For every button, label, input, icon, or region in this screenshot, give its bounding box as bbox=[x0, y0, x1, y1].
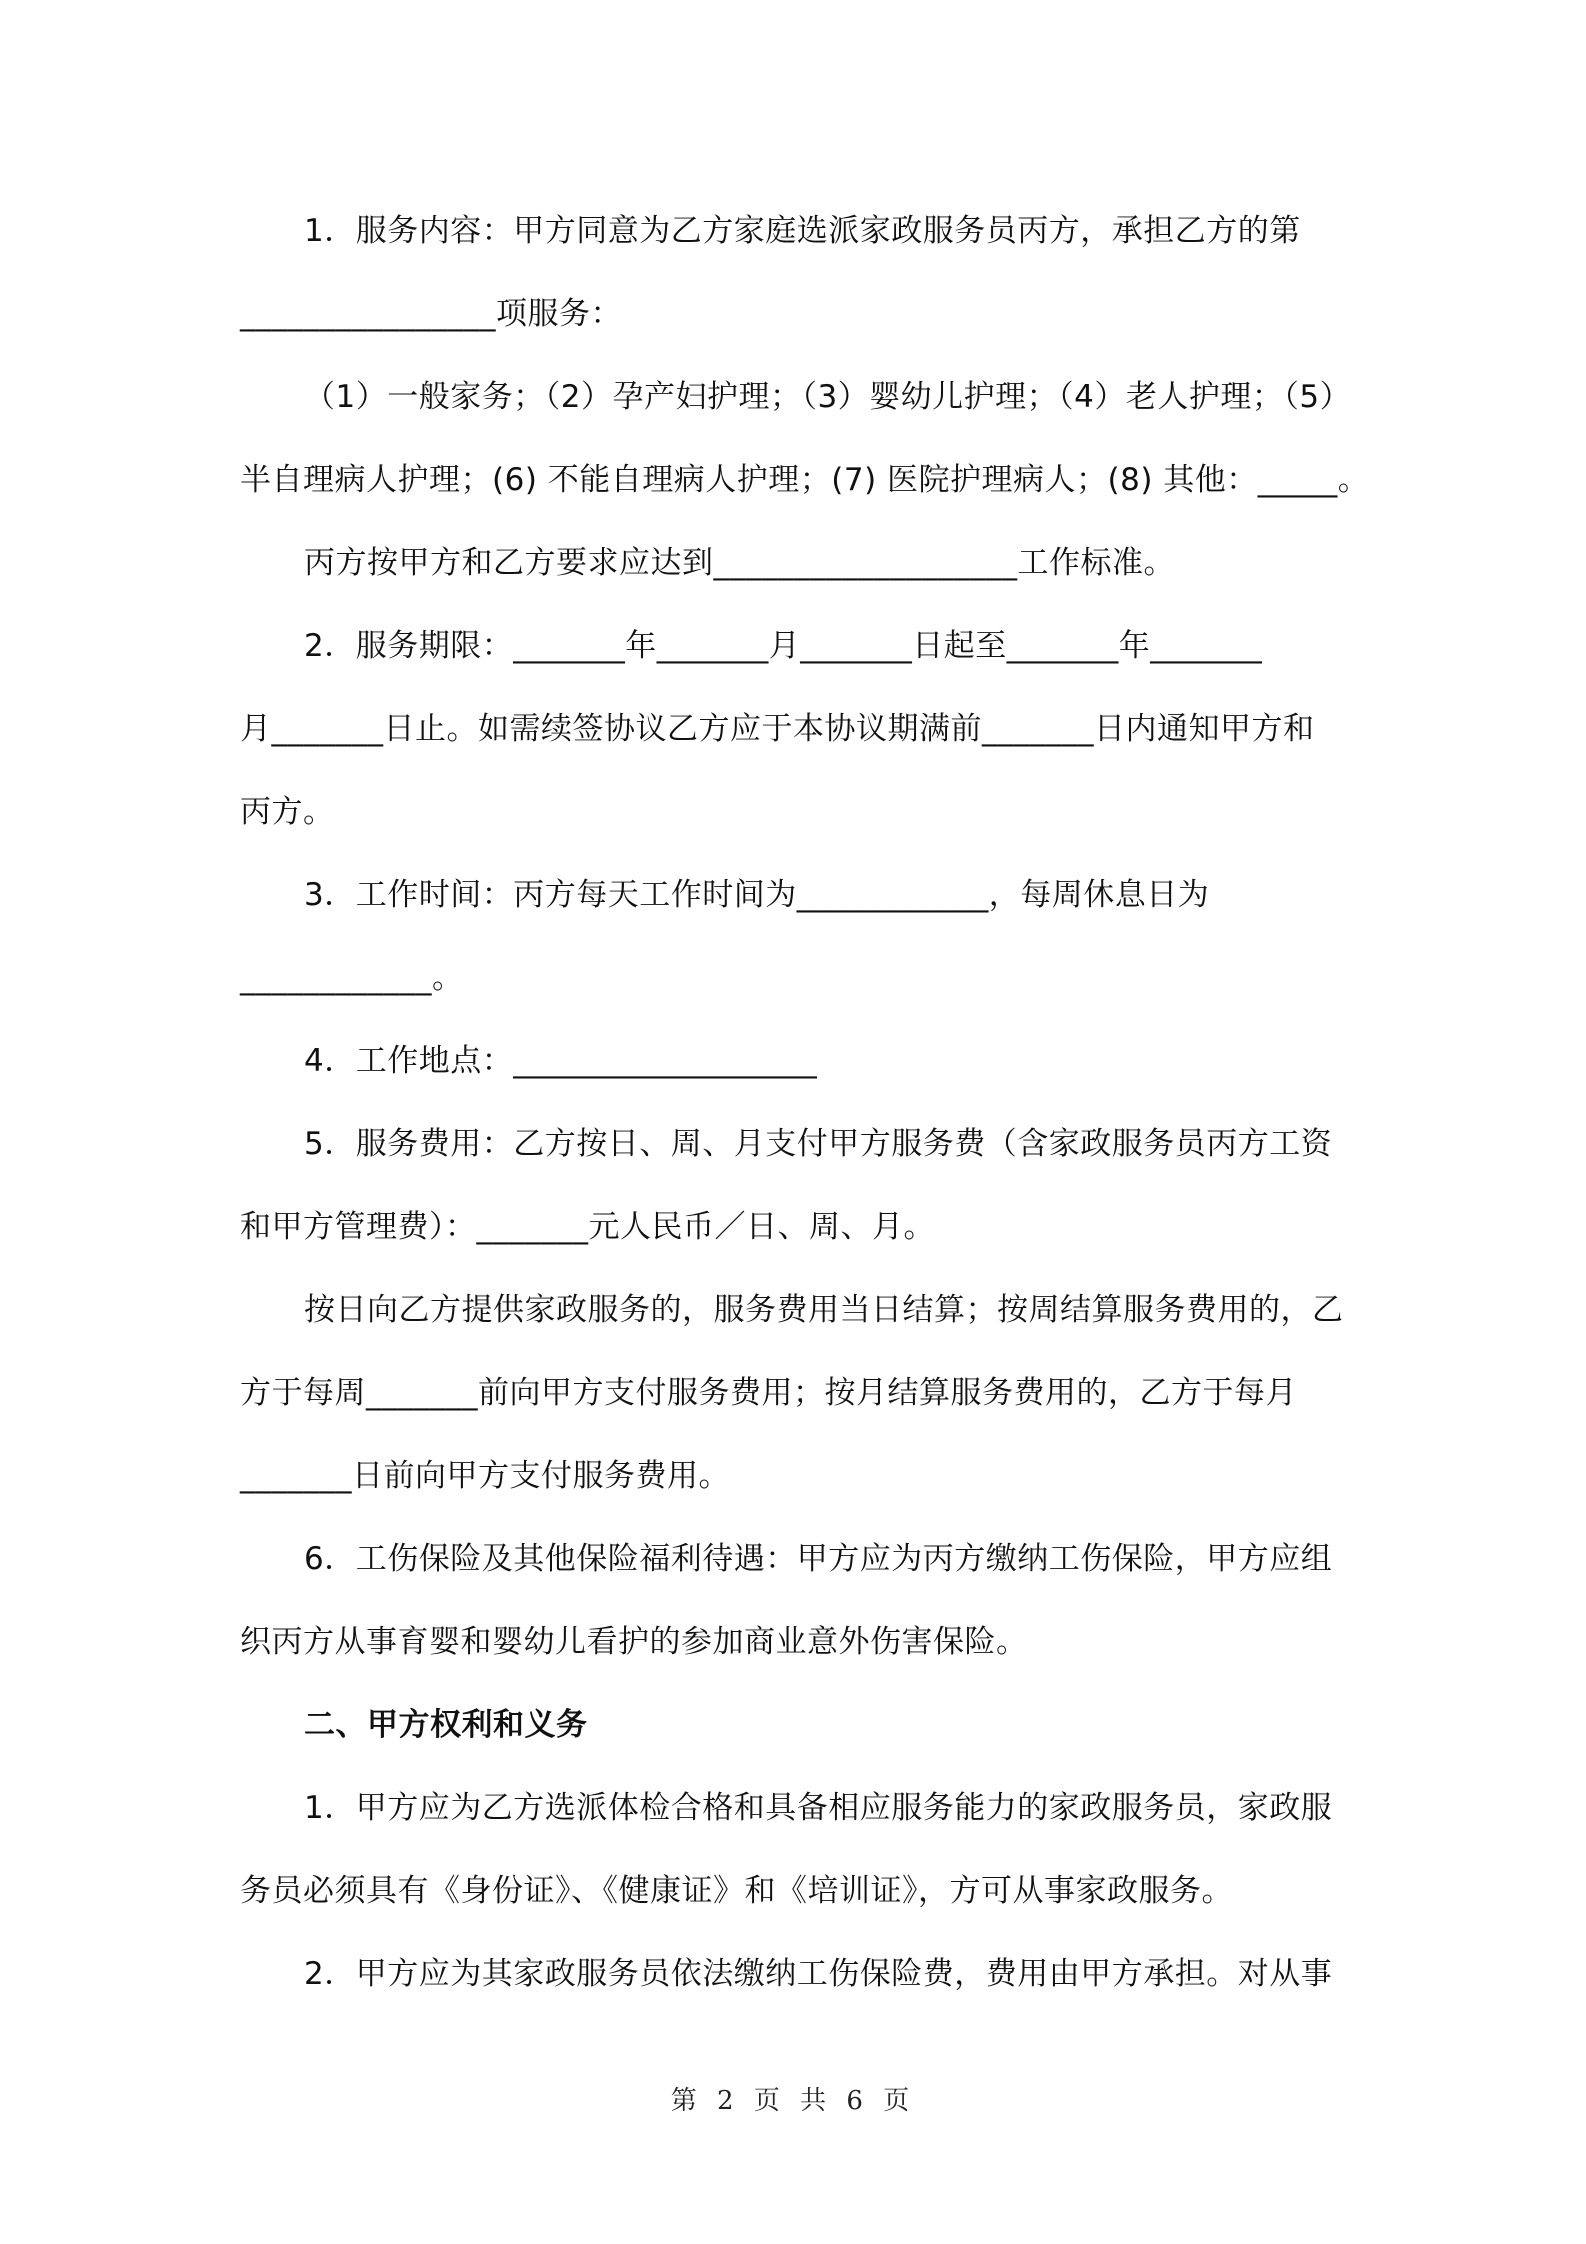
section-heading: 二、甲方权利和义务 bbox=[304, 1707, 588, 1743]
paragraph-line: 按日向乙方提供家政服务的，服务费用当日结算；按周结算服务费用的，乙 bbox=[304, 1292, 1344, 1328]
paragraph-line: 3．工作时间：丙方每天工作时间为____________，每周休息日为 bbox=[304, 877, 1210, 913]
paragraph-line: 月_______日止。如需续签协议乙方应于本协议期满前_______日内通知甲方和 bbox=[240, 711, 1315, 747]
paragraph-line: 1．服务内容：甲方同意为乙方家庭选派家政服务员丙方，承担乙方的第 bbox=[304, 213, 1301, 249]
paragraph-line: 2．甲方应为其家政服务员依法缴纳工伤保险费，费用由甲方承担。对从事 bbox=[304, 1956, 1333, 1992]
paragraph-line: 6．工伤保险及其他保险福利待遇：甲方应为丙方缴纳工伤保险，甲方应组 bbox=[304, 1541, 1333, 1577]
paragraph-line: 4．工作地点：___________________ bbox=[304, 1043, 818, 1079]
paragraph-line: ____________。 bbox=[240, 960, 464, 996]
paragraph-line: （1）一般家务；（2）孕产妇护理；（3）婴幼儿护理；（4）老人护理；（5） bbox=[304, 379, 1352, 415]
page-number-footer: 第 2 页 共 6 页 bbox=[670, 2086, 916, 2116]
paragraph-line: ________________项服务： bbox=[240, 296, 622, 332]
paragraph-line: 2．服务期限：_______年_______月_______日起至_______年_______ bbox=[304, 628, 1263, 664]
paragraph-line: _______日前向甲方支付服务费用。 bbox=[240, 1458, 730, 1494]
paragraph-line: 1．甲方应为乙方选派体检合格和具备相应服务能力的家政服务员，家政服 bbox=[304, 1790, 1333, 1826]
paragraph-line: 和甲方管理费）：_______元人民币／日、周、月。 bbox=[240, 1209, 935, 1245]
paragraph-line: 务员必须具有《身份证》、《健康证》和《培训证》，方可从事家政服务。 bbox=[240, 1873, 1233, 1909]
paragraph-line: 织丙方从事育婴和婴幼儿看护的参加商业意外伤害保险。 bbox=[240, 1624, 1028, 1660]
paragraph-line: 方于每周_______前向甲方支付服务费用；按月结算服务费用的，乙方于每月 bbox=[240, 1375, 1297, 1411]
paragraph-line: 丙方。 bbox=[240, 794, 335, 830]
paragraph-line: 5．服务费用：乙方按日、周、月支付甲方服务费（含家政服务员丙方工资 bbox=[304, 1126, 1333, 1162]
paragraph-line: 丙方按甲方和乙方要求应达到___________________工作标准。 bbox=[304, 545, 1175, 581]
paragraph-line: 半自理病人护理；(6) 不能自理病人护理；(7) 医院护理病人；(8) 其他：_____。 bbox=[240, 462, 1370, 498]
